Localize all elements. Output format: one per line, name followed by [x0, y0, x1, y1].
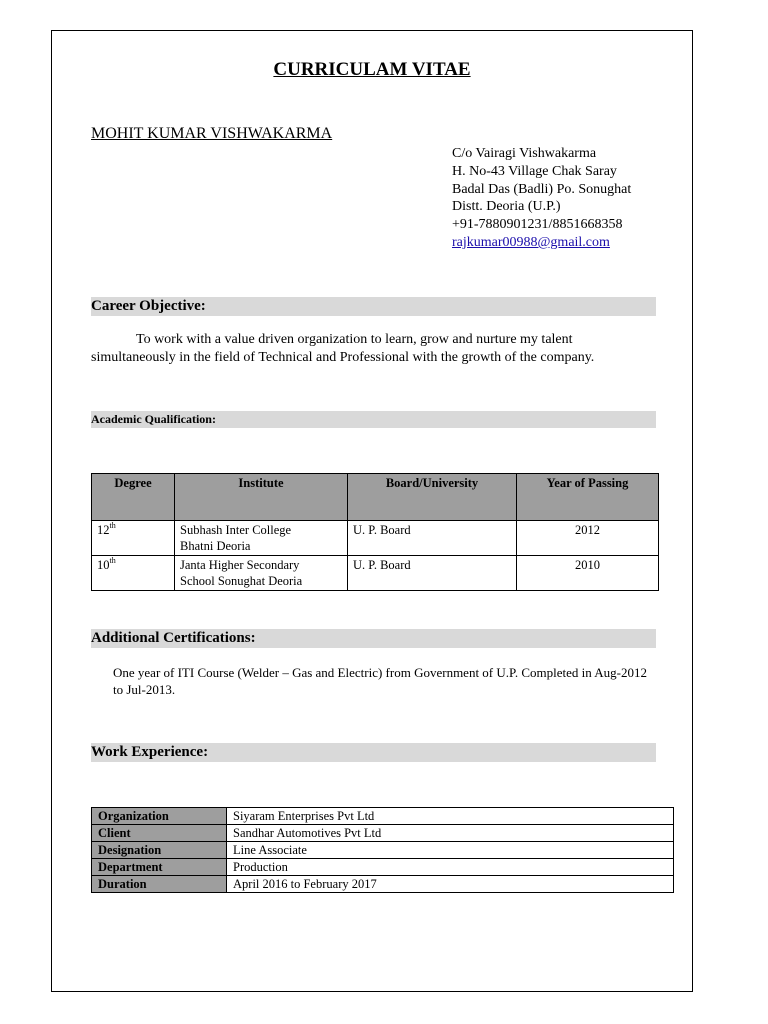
year-cell: 2010: [517, 556, 659, 591]
candidate-name: MOHIT KUMAR VISHWAKARMA: [91, 125, 333, 142]
institute-cell: Subhash Inter College Bhatni Deoria: [175, 521, 348, 556]
address-line: Badal Das (Badli) Po. Sonughat: [452, 181, 632, 197]
column-header: Degree: [92, 474, 175, 521]
table-row: [92, 876, 674, 893]
degree-cell: 10th: [92, 556, 175, 591]
academic-qualification-heading: Academic Qualification:: [91, 411, 656, 428]
address-line: H. No-43 Village Chak Saray: [452, 163, 617, 179]
email-link[interactable]: rajkumar00988@gmail.com: [452, 234, 610, 250]
cv-page: [51, 30, 693, 992]
work-experience-heading: Work Experience:: [91, 743, 656, 762]
column-header: Year of Passing: [517, 474, 659, 521]
phone-number: +91-7880901231/8851668358: [452, 217, 623, 233]
field-value: Sandhar Automotives Pvt Ltd: [227, 825, 674, 842]
document-title: CURRICULAM VITAE: [273, 59, 471, 80]
certifications-heading: Additional Certifications:: [91, 629, 656, 648]
table-header-row: [92, 474, 659, 521]
academic-table: [91, 473, 659, 591]
board-cell: U. P. Board: [348, 556, 517, 591]
table-row: [92, 556, 659, 591]
table-row: [92, 521, 659, 556]
address-line: C/o Vairagi Vishwakarma: [452, 146, 597, 161]
certifications-text: One year of ITI Course (Welder – Gas and Electric) from Government of U.P. Completed in Aug-2012 to Jul-2013.: [113, 665, 647, 697]
field-value: Production: [227, 859, 674, 876]
field-label: Organization: [92, 808, 227, 825]
year-cell: 2012: [517, 521, 659, 556]
career-objective-heading: Career Objective:: [91, 297, 656, 316]
table-row: [92, 825, 674, 842]
degree-cell: 12th: [92, 521, 175, 556]
work-experience-table: [91, 807, 674, 893]
field-value: Line Associate: [227, 842, 674, 859]
field-value: April 2016 to February 2017: [227, 876, 674, 893]
column-header: Board/University: [348, 474, 517, 521]
field-label: Duration: [92, 876, 227, 893]
column-header: Institute: [175, 474, 348, 521]
table-row: [92, 808, 674, 825]
field-label: Client: [92, 825, 227, 842]
career-objective-text: To work with a value driven organization to learn, grow and nurture my talent simultaneously in the field of Technical and Professional with the growth of the company.: [91, 332, 595, 365]
institute-cell: Janta Higher Secondary School Sonughat Deoria: [175, 556, 348, 591]
address-block: [452, 145, 631, 252]
field-label: Department: [92, 859, 227, 876]
board-cell: U. P. Board: [348, 521, 517, 556]
field-value: Siyaram Enterprises Pvt Ltd: [227, 808, 674, 825]
field-label: Designation: [92, 842, 227, 859]
table-row: [92, 842, 674, 859]
table-row: [92, 859, 674, 876]
address-line: Distt. Deoria (U.P.): [452, 199, 561, 215]
